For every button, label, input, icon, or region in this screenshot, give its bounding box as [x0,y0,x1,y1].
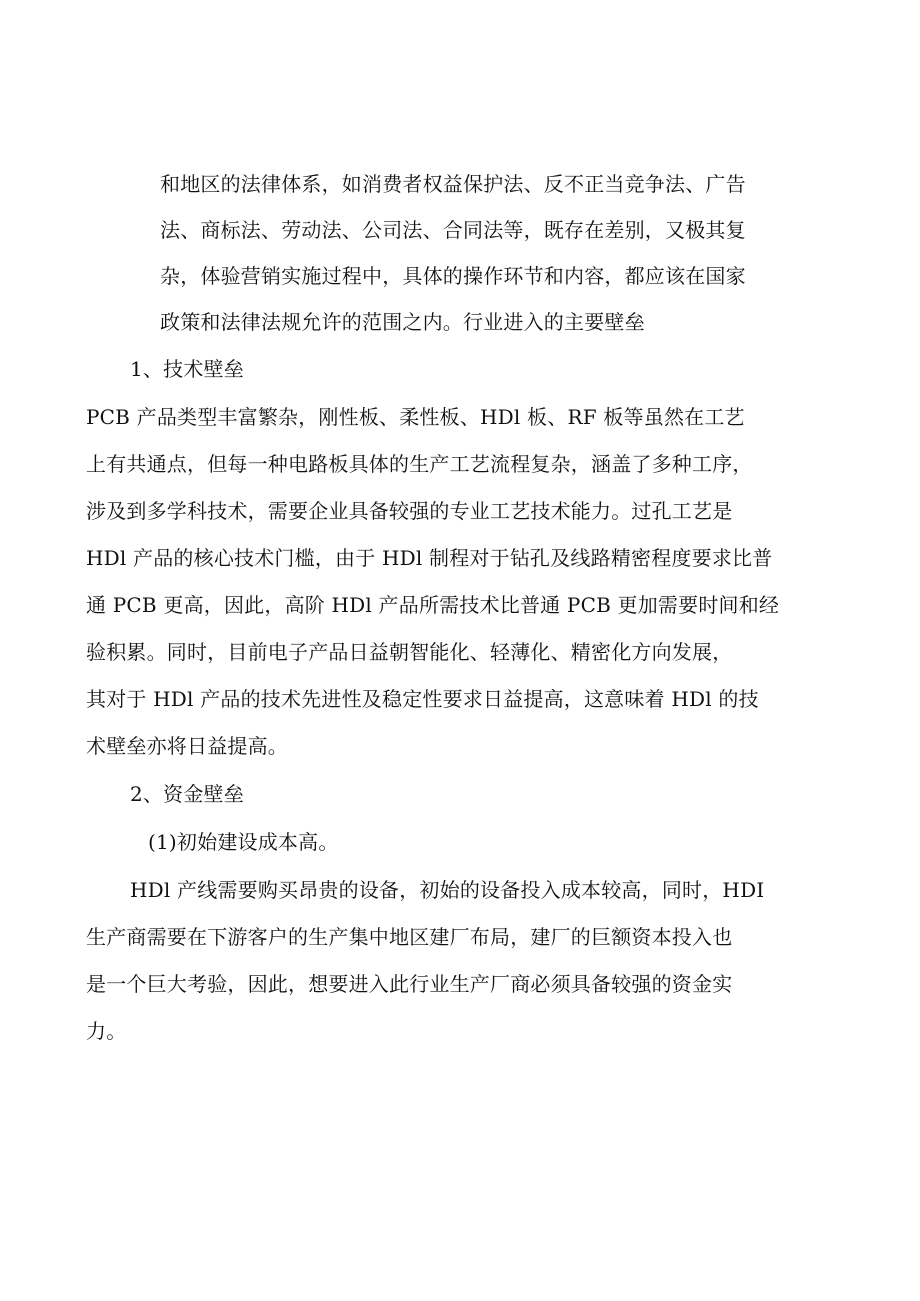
paragraph-line: 力。 [86,1019,127,1043]
paragraph-line: 其对于 HDl 产品的技术先进性及稳定性要求日益提高，这意味着 HDl 的技 [86,687,759,711]
section2-subheading: (1)初始建设成本高。 [148,830,339,854]
paragraph-line: 术壁垒亦将日益提高。 [86,734,288,758]
paragraph-line: 验积累。同时，目前电子产品日益朝智能化、轻薄化、精密化方向发展， [86,640,733,664]
intro-line: 和地区的法律体系，如消费者权益保护法、反不正当竞争法、广告 [160,172,746,196]
paragraph-line: HDl 产品的核心技术门槛，由于 HDl 制程对于钻孔及线路精密程度要求比普 [86,546,773,570]
intro-line: 政策和法律法规允许的范围之内。行业进入的主要壁垒 [160,310,645,334]
paragraph-line: HDl 产线需要购买昂贵的设备，初始的设备投入成本较高，同时，HDI [130,878,765,902]
paragraph-line: 上有共通点，但每一种电路板具体的生产工艺流程复杂，涵盖了多种工序， [86,452,753,476]
intro-line: 杂，体验营销实施过程中，具体的操作环节和内容，都应该在国家 [160,264,746,288]
paragraph-line: PCB 产品类型丰富繁杂，刚性板、柔性板、HDl 板、RF 板等虽然在工艺 [86,405,745,429]
intro-line: 法、商标法、劳动法、公司法、合同法等，既存在差别，又极其复 [160,218,746,242]
section2-heading: 2、资金壁垒 [130,782,244,806]
paragraph-line: 通 PCB 更高，因此，高阶 HDl 产品所需技术比普通 PCB 更加需要时间和经 [86,593,780,617]
paragraph-line: 是一个巨大考验，因此，想要进入此行业生产厂商必须具备较强的资金实 [86,972,733,996]
paragraph-line: 涉及到多学科技术，需要企业具备较强的专业工艺技术能力。过孔工艺是 [86,499,733,523]
paragraph-line: 生产商需要在下游客户的生产集中地区建厂布局，建厂的巨额资本投入也 [86,925,733,949]
section1-heading: 1、技术壁垒 [130,357,244,381]
